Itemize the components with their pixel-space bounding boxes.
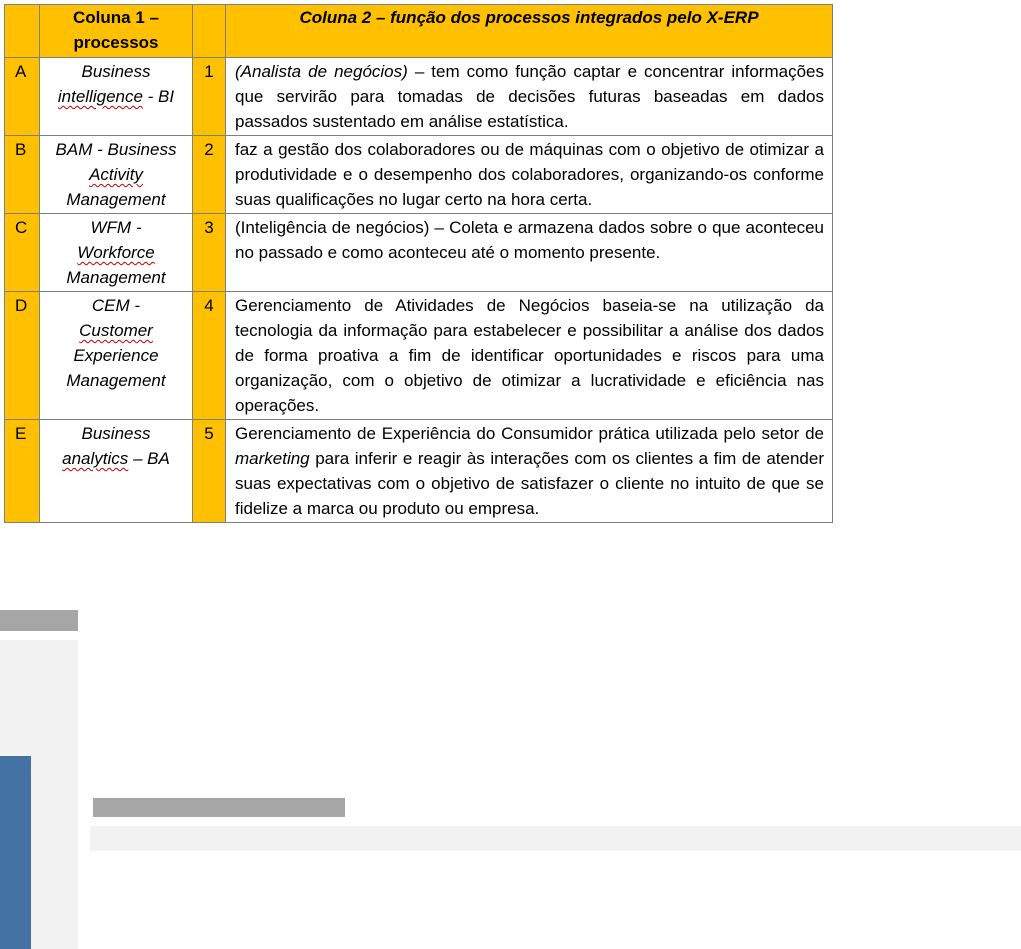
process-name (40, 420, 193, 523)
description-part: Gerenciamento de Experiência do Consumidor prática utilizada pelo setor de (235, 424, 824, 443)
table-row (5, 214, 833, 292)
table-row (5, 58, 833, 136)
table-row (5, 292, 833, 420)
table-row (5, 420, 833, 523)
row-letter: C (5, 214, 40, 292)
blue-accent-bar (0, 756, 31, 949)
process-name-line: BAM - Business (55, 140, 177, 159)
row-number: 5 (193, 420, 226, 523)
description-part: (Analista de negócios) (235, 62, 408, 81)
table-row (5, 136, 833, 214)
row-letter: E (5, 420, 40, 523)
header-col2: Coluna 2 – função dos processos integrados pelo X-ERP (226, 5, 833, 58)
process-name-line: Customer (79, 321, 153, 340)
process-name-line: Business (81, 424, 151, 443)
placeholder-label-bar (93, 798, 345, 817)
process-description (226, 58, 833, 136)
association-table (4, 4, 833, 523)
process-name (40, 136, 193, 214)
process-name-line: - BI (142, 87, 175, 106)
placeholder-input-field[interactable] (90, 826, 1021, 851)
process-name-line: Management (66, 268, 166, 287)
header-num-cell (193, 5, 226, 58)
process-name-line: WFM - (90, 218, 142, 237)
process-name-line: Experience (73, 346, 159, 365)
header-col1: Coluna 1 – processos (40, 5, 193, 58)
row-letter: A (5, 58, 40, 136)
row-number: 1 (193, 58, 226, 136)
description-part: – tem como função captar e concentrar informações que servirão para tomadas de decisões futuras baseadas em dados passados sustentado em análise estatística. (235, 62, 824, 131)
process-name-line: intelligence (57, 87, 143, 106)
process-name (40, 58, 193, 136)
row-number: 3 (193, 214, 226, 292)
process-name-line: CEM - (91, 296, 141, 315)
process-name-line: Activity (89, 165, 143, 184)
gray-tab-bar (0, 610, 78, 631)
process-description (226, 420, 833, 523)
description-part: marketing (235, 449, 310, 468)
process-name-line: analytics (62, 449, 129, 468)
process-name-line: Management (66, 371, 166, 390)
process-description: faz a gestão dos colaboradores ou de máquinas com o objetivo de otimizar a produtividade e o desempenho dos colaboradores, organizando-os conforme suas qualificações no lugar certo na hora certa. (226, 136, 833, 214)
process-description: Gerenciamento de Atividades de Negócios baseia-se na utilização da tecnologia da informação para estabelecer e possibilitar a análise dos dados de forma proativa a fim de identificar oportunidades e riscos para uma organização, com o objetivo de otimizar a lucratividade e eficiência nas operações. (226, 292, 833, 420)
process-name-line: Business (81, 62, 151, 81)
row-letter: B (5, 136, 40, 214)
row-number: 2 (193, 136, 226, 214)
process-name (40, 214, 193, 292)
header-letter-cell (5, 5, 40, 58)
table-header-row (5, 5, 833, 58)
process-description: (Inteligência de negócios) – Coleta e armazena dados sobre o que aconteceu no passado e como aconteceu até o momento presente. (226, 214, 833, 292)
row-letter: D (5, 292, 40, 420)
process-name-line: Management (66, 190, 166, 209)
process-name-line: Workforce (77, 243, 155, 262)
process-name-line: – BA (128, 449, 170, 468)
description-part: para inferir e reagir às interações com os clientes a fim de atender suas expectativas com o objetivo de satisfazer o cliente no intuito de que se fidelize a marca ou produto ou empresa. (235, 449, 824, 518)
process-name (40, 292, 193, 420)
row-number: 4 (193, 292, 226, 420)
